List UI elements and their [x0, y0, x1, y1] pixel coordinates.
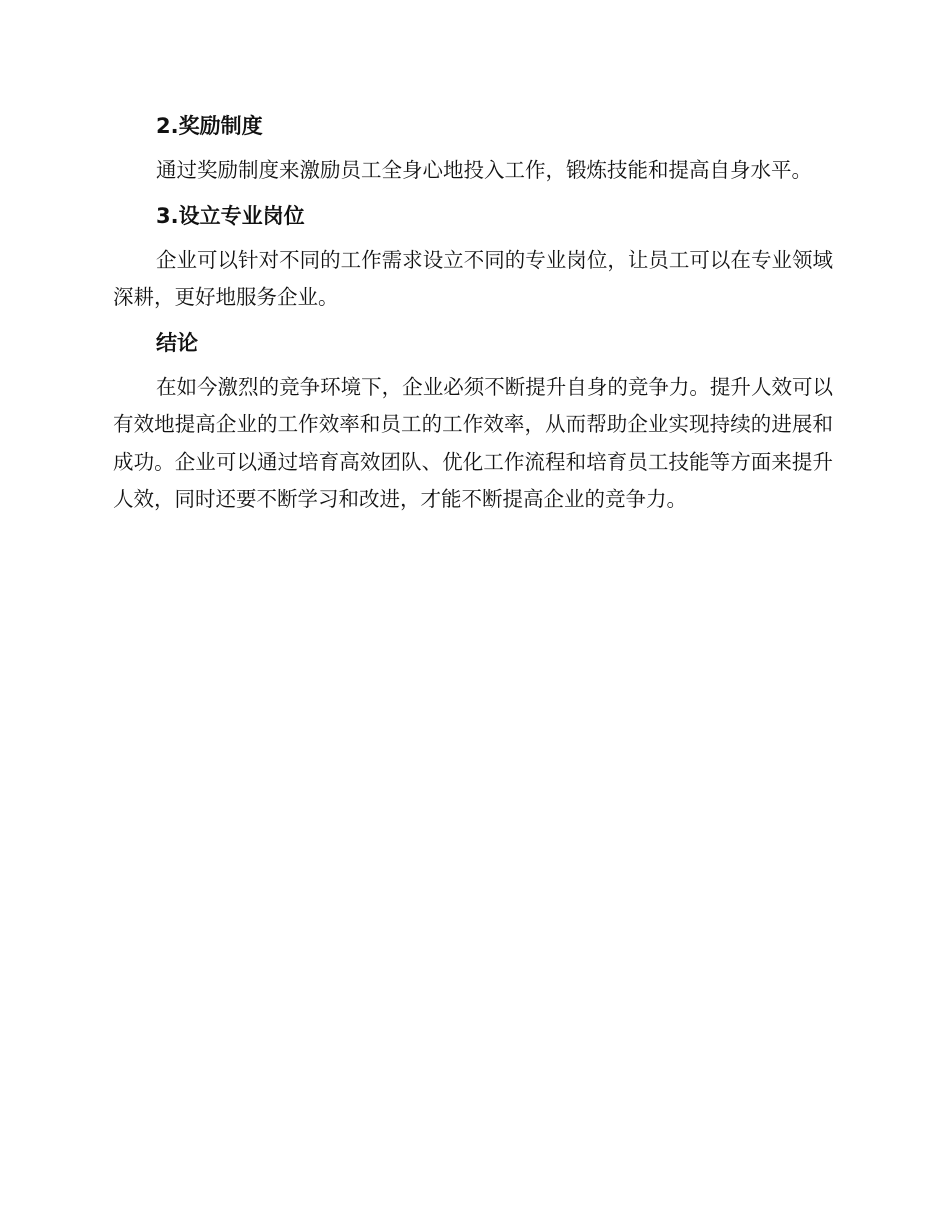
document-page [113, 108, 833, 527]
section-conclusion [113, 325, 833, 519]
section-heading: 结论 [156, 330, 198, 355]
section-professional-posts [113, 198, 833, 317]
section-paragraph: 企业可以针对不同的工作需求设立不同的专业岗位，让员工可以在专业领域深耕，更好地服务企业。 [113, 247, 833, 309]
section-heading: 2.奖励制度 [156, 114, 263, 138]
section-paragraph: 在如今激烈的竞争环境下，企业必须不断提升自身的竞争力。提升人效可以有效地提高企业的工作效率和员工的工作效率，从而帮助企业实现持续的进展和成功。企业可以通过培育高效团队、优化工作流程和培育员工技能等方面来提升人效，同时还要不断学习和改进，才能不断提高企业的竞争力。 [113, 374, 833, 511]
section-heading: 3.设立专业岗位 [156, 203, 305, 228]
section-reward-system [113, 108, 833, 190]
section-paragraph: 通过奖励制度来激励员工全身心地投入工作，锻炼技能和提高自身水平。 [156, 158, 812, 182]
